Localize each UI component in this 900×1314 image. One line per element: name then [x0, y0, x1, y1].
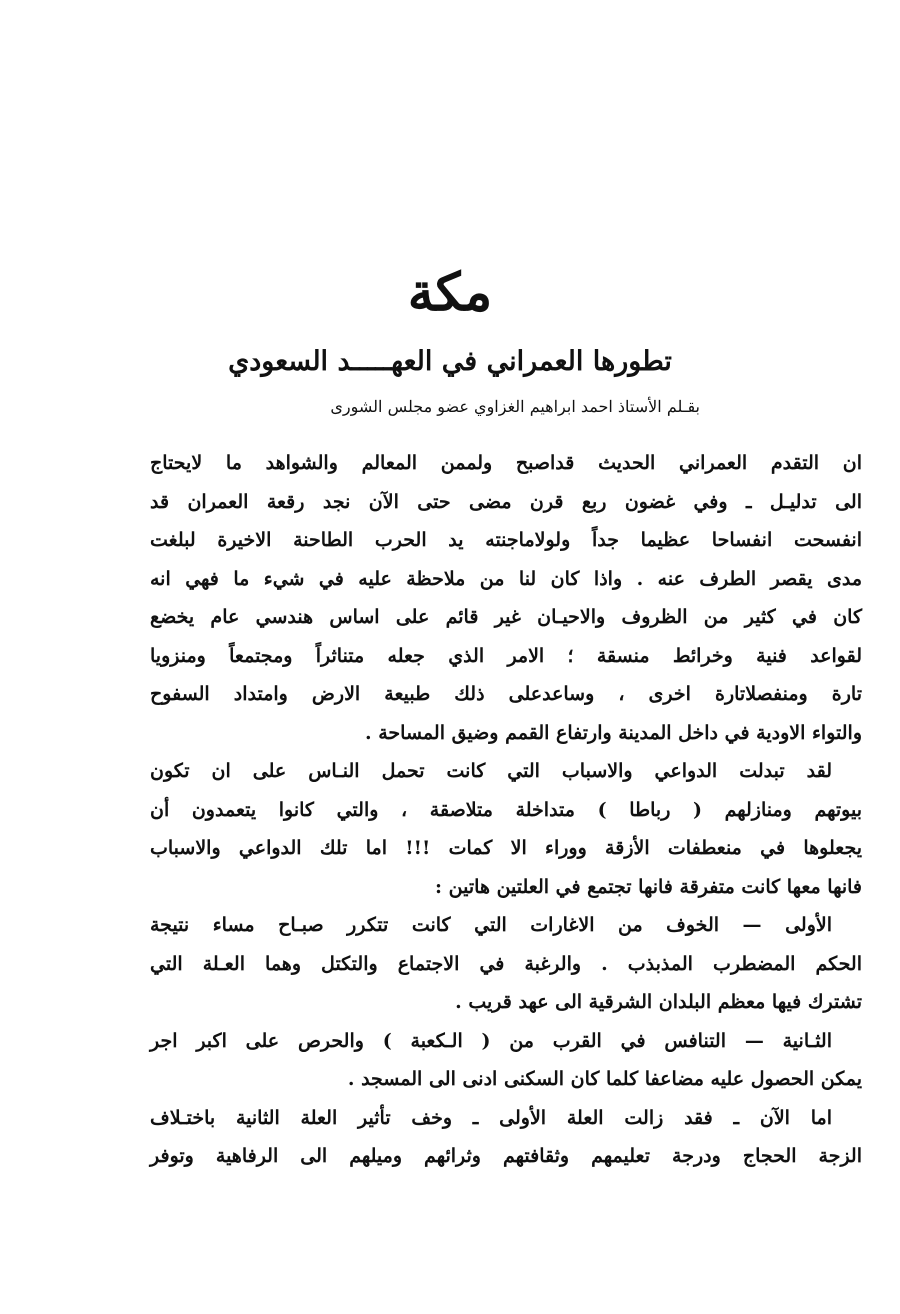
author-byline: بقـلم الأستاذ احمد ابراهيم الغزاوي عضو مجلس الشورى [330, 397, 700, 416]
body-line: الى تدليـل ـ وفي غضون ربع قرن مضى حتى الآن نجد رقعة العمران قد [150, 490, 862, 513]
body-line: ان التقدم العمراني الحديث قداصبح ولممن المعالم والشواهد ما لايحتاج [150, 452, 862, 474]
body-line: الحكم المضطرب المذبذب . والرغبة في الاجتماع والتكتل وهما العـلة التي [150, 952, 862, 975]
body-line: بيوتهم ومنازلهم ( رباطا ) متداخلة متلاصقة ، والتي كانوا يتعمدون أن [150, 798, 862, 821]
body-line: انفسحت انفساحا عظيما جداً ولولاماجنته يد الحرب الطاحنة الاخيرة لبلغت [150, 529, 862, 551]
body-line: فانها معها كانت متفرقة فانها تجتمع في العلتين هاتين : [435, 875, 862, 898]
body-line: اما الآن ـ فقد زالت العلة الأولى ـ وخف تأثير العلة الثانية باختـلاف [150, 1106, 832, 1129]
body-line: لقد تبدلت الدواعي والاسباب التي كانت تحمل النـاس على ان تكون [150, 760, 832, 782]
body-line: كان في كثير من الظروف والاحيـان غير قائم على اساس هندسي عام يخضع [150, 606, 862, 628]
body-line: الثـانية — التنافس في القرب من ( الـكعبة ) والحرص على اكبر اجر [150, 1029, 832, 1052]
body-line: الزجة الحجاج ودرجة تعليمهم وثقافتهم وثرائهم وميلهم الى الرفاهية وتوفر [150, 1145, 862, 1167]
body-line: يجعلوها في منعطفات الأزقة ووراء الا كمات !!! اما تلك الدواعي والاسباب [150, 837, 862, 859]
article-body [150, 444, 862, 1176]
article-subtitle: تطورها العمراني في العهـــــد السعودي [228, 346, 672, 377]
body-line: الأولى — الخوف من الاغارات التي كانت تتكرر صبـاح مساء نتيجة [150, 914, 832, 936]
body-line: تشترك فيها معظم البلدان الشرقية الى عهد قريب . [455, 991, 862, 1013]
body-line: لقواعد فنية وخرائط منسقة ؛ الامر الذي جعله متناثراً ومجتمعاً ومنزويا [150, 644, 862, 667]
page-title: مكة [407, 262, 493, 323]
body-line: يمكن الحصول عليه مضاعفا كلما كان السكنى ادنى الى المسجد . [347, 1068, 862, 1090]
body-line: تارة ومنفصلاتارة اخرى ، وساعدعلى ذلك طبيعة الارض وامتداد السفوح [150, 683, 862, 705]
body-line: مدى يقصر الطرف عنه . واذا كان لنا من ملاحظة عليه في شيء ما فهي انه [150, 567, 862, 590]
body-line: والتواء الاودية في داخل المدينة وارتفاع القمم وضيق المساحة . [365, 721, 862, 744]
